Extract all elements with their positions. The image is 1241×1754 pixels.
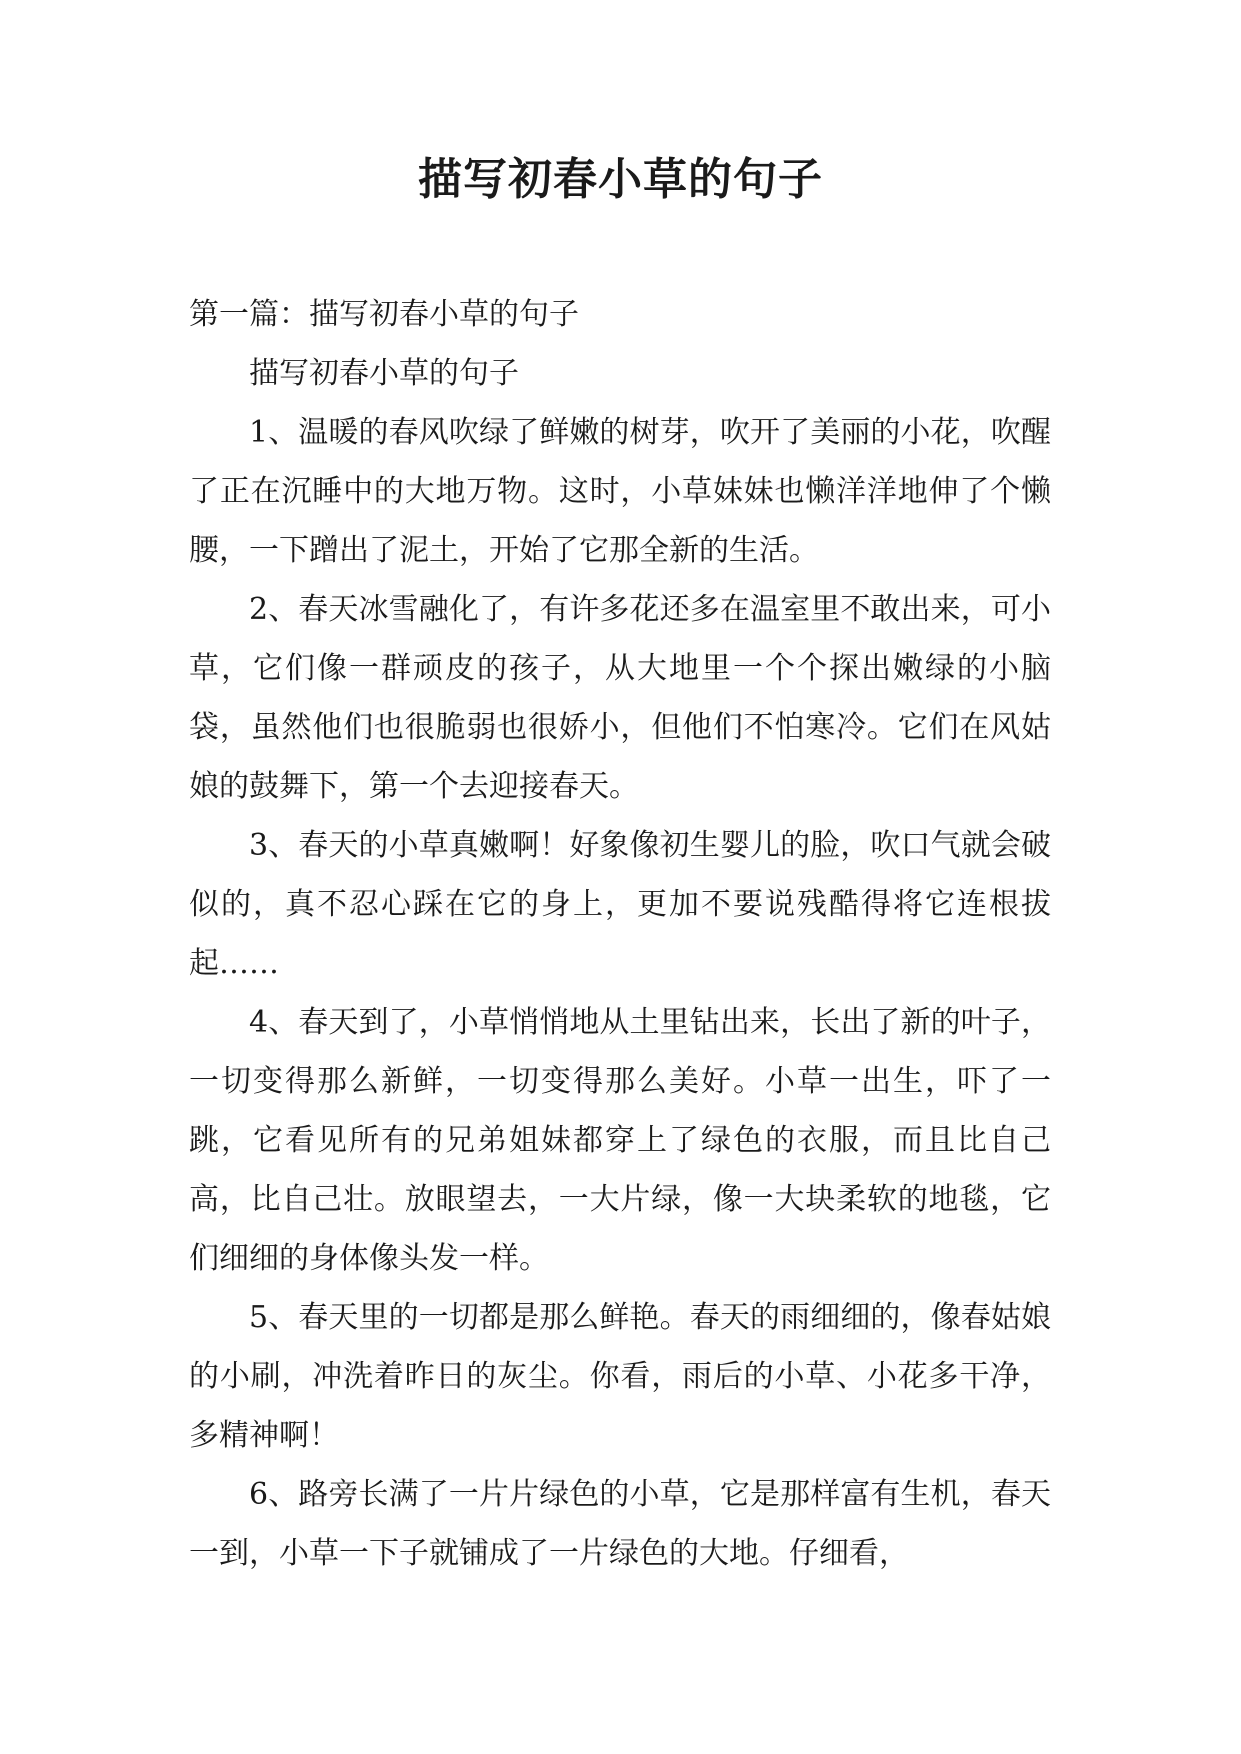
subtitle: 描写初春小草的句子 xyxy=(249,356,519,391)
document-body xyxy=(189,285,1051,1583)
paragraph: 3、春天的小草真嫩啊！好象像初生婴儿的脸，吹口气就会破似的，真不忍心踩在它的身上，更加不要说残酷得将它连根拔起…… xyxy=(189,828,1051,981)
paragraph: 2、春天冰雪融化了，有许多花还多在温室里不敢出来，可小草，它们像一群顽皮的孩子，从大地里一个个探出嫩绿的小脑袋，虽然他们也很脆弱也很娇小，但他们不怕寒冷。它们在风姑娘的鼓舞下，第一个去迎接春天。 xyxy=(189,592,1051,804)
document-title: 描写初春小草的句子 xyxy=(418,154,823,205)
paragraph: 1、温暖的春风吹绿了鲜嫩的树芽，吹开了美丽的小花，吹醒了正在沉睡中的大地万物。这时，小草妹妹也懒洋洋地伸了个懒腰，一下蹭出了泥土，开始了它那全新的生活。 xyxy=(189,415,1051,568)
paragraph: 5、春天里的一切都是那么鲜艳。春天的雨细细的，像春姑娘的小刷，冲洗着昨日的灰尘。你看，雨后的小草、小花多干净，多精神啊！ xyxy=(189,1300,1051,1453)
paragraph: 6、路旁长满了一片片绿色的小草，它是那样富有生机，春天一到，小草一下子就铺成了一片绿色的大地。仔细看， xyxy=(189,1477,1051,1571)
paragraph: 4、春天到了，小草悄悄地从土里钻出来，长出了新的叶子，一切变得那么新鲜，一切变得那么美好。小草一出生，吓了一跳，它看见所有的兄弟姐妹都穿上了绿色的衣服，而且比自己高，比自己壮。放眼望去，一大片绿，像一大块柔软的地毯，它们细细的身体像头发一样。 xyxy=(189,1005,1051,1276)
section-heading: 第一篇：描写初春小草的句子 xyxy=(189,297,579,332)
